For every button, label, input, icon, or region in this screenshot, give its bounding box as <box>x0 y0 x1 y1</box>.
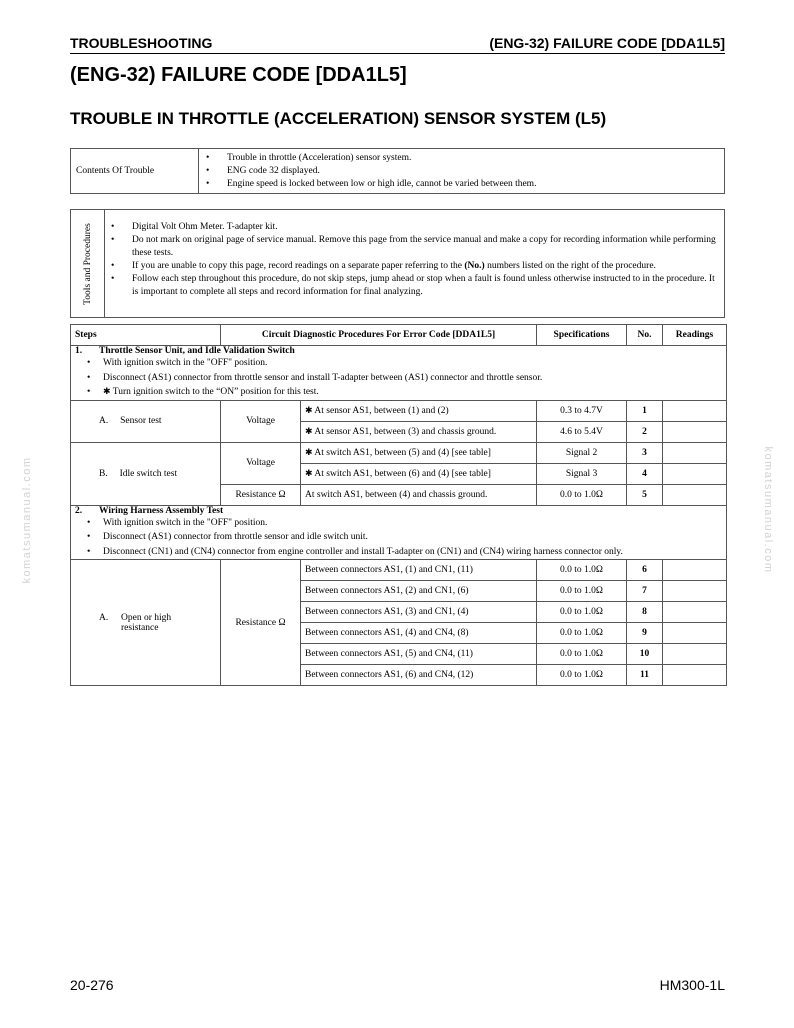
no-cell: 2 <box>627 421 663 442</box>
spec-cell: Signal 3 <box>537 463 627 484</box>
asterisk-icon: ✱ <box>305 447 313 458</box>
spec-cell: 0.0 to 1.0Ω <box>537 484 627 505</box>
header-no: No. <box>627 325 663 346</box>
no-cell: 9 <box>627 623 663 644</box>
step-letter: B. <box>99 468 108 479</box>
section-1-instructions <box>75 356 722 400</box>
section-heading <box>75 506 722 516</box>
header-section: TROUBLESHOOTING <box>70 35 213 51</box>
spec-cell: Signal 2 <box>537 442 627 463</box>
spec-cell: 0.0 to 1.0Ω <box>537 602 627 623</box>
reading-cell[interactable] <box>663 560 727 581</box>
spec-cell: 0.0 to 1.0Ω <box>537 623 627 644</box>
tools-label: Tools and Procedures <box>82 222 93 305</box>
diagnostic-table <box>70 324 727 686</box>
procedure-cell <box>301 400 537 421</box>
no-cell: 6 <box>627 560 663 581</box>
tools-label-cell <box>71 210 105 317</box>
model-number: HM300-1L <box>659 977 725 993</box>
procedure-cell <box>301 463 537 484</box>
reading-cell[interactable] <box>663 665 727 686</box>
spec-cell: 0.0 to 1.0Ω <box>537 644 627 665</box>
section-2-row <box>71 505 727 560</box>
page-number: 20-276 <box>70 977 114 993</box>
list-item: • Follow each step throughout this procedure, do not skip steps, jump ahead or stop when a fault is found unless otherwise instructed to in the procedure. It is important to complete all steps and record information for final analyzing. <box>104 273 718 299</box>
step-letter: A. <box>99 612 109 623</box>
section-2 <box>71 505 727 560</box>
procedure-cell: Between connectors AS1, (6) and CN4, (12) <box>301 665 537 686</box>
asterisk-icon: ✱ <box>103 387 111 397</box>
section-number: 1. <box>75 346 83 356</box>
spec-cell: 0.0 to 1.0Ω <box>537 581 627 602</box>
section-1 <box>71 346 727 401</box>
watermark-left: komatsumanual.com <box>21 456 33 584</box>
step-label: Open or high resistance <box>121 612 172 633</box>
header-readings: Readings <box>663 325 727 346</box>
asterisk-icon: ✱ <box>305 426 313 437</box>
no-cell: 1 <box>627 400 663 421</box>
measure-type: Voltage <box>221 442 301 484</box>
list-item: • ENG code 32 displayed. <box>199 165 724 178</box>
tools-procedures-box <box>70 209 725 318</box>
step-2a-content <box>99 613 216 633</box>
asterisk-icon: ✱ <box>305 468 313 479</box>
spec-cell: 0.3 to 4.7V <box>537 400 627 421</box>
list-item <box>75 385 722 400</box>
procedure-cell: Between connectors AS1, (1) and CN1, (11) <box>301 560 537 581</box>
no-cell: 3 <box>627 442 663 463</box>
step-label: Idle switch test <box>119 468 178 479</box>
contents-list <box>199 152 724 191</box>
no-cell: 10 <box>627 644 663 665</box>
spec-cell: 0.0 to 1.0Ω <box>537 665 627 686</box>
list-item: • Disconnect (AS1) connector from throttle sensor and install T-adapter between (AS1) connector and throttle sensor. <box>75 371 722 386</box>
section-heading <box>75 346 722 356</box>
list-item: • Engine speed is locked between low or high idle, cannot be varied between them. <box>199 178 724 191</box>
section-2-instructions <box>75 516 722 560</box>
contents-label: Contents Of Trouble <box>71 149 199 193</box>
list-item: • With ignition switch in the "OFF" position. <box>75 356 722 371</box>
step-label: Sensor test <box>120 416 162 426</box>
procedure-cell: Between connectors AS1, (3) and CN1, (4) <box>301 602 537 623</box>
procedure-cell <box>301 442 537 463</box>
watermark-right: komatsumanual.com <box>762 446 774 574</box>
reading-cell[interactable] <box>663 463 727 484</box>
header-procedures: Circuit Diagnostic Procedures For Error Code [DDA1L5] <box>221 325 537 346</box>
reading-cell[interactable] <box>663 484 727 505</box>
no-label: (No.) <box>464 261 485 271</box>
procedure-text: At switch AS1, between (6) and (4) [see table] <box>314 468 491 479</box>
reading-cell[interactable] <box>663 400 727 421</box>
header-code: (ENG-32) FAILURE CODE [DDA1L5] <box>489 35 725 51</box>
header-specifications: Specifications <box>537 325 627 346</box>
list-item: • Trouble in throttle (Acceleration) sensor system. <box>199 152 724 165</box>
no-cell: 5 <box>627 484 663 505</box>
tools-text: If you are unable to copy this page, record readings on a separate paper referring to the <box>132 261 462 271</box>
no-cell: 7 <box>627 581 663 602</box>
procedure-cell: Between connectors AS1, (4) and CN4, (8) <box>301 623 537 644</box>
reading-cell[interactable] <box>663 442 727 463</box>
page-title: (ENG-32) FAILURE CODE [DDA1L5] <box>70 64 407 86</box>
page-subtitle: TROUBLE IN THROTTLE (ACCELERATION) SENSOR SYSTEM (L5) <box>70 109 607 128</box>
section-title: Wiring Harness Assembly Test <box>99 505 224 516</box>
reading-cell[interactable] <box>663 644 727 665</box>
list-item: • Disconnect (AS1) connector from throttle sensor and idle switch unit. <box>75 530 722 545</box>
tools-text: numbers listed on the right of the procedure. <box>487 261 656 271</box>
header-steps: Steps <box>71 325 221 346</box>
measure-type: Voltage <box>221 400 301 442</box>
section-title: Throttle Sensor Unit, and Idle Validation Switch <box>99 346 295 356</box>
running-header <box>70 33 725 54</box>
tools-list <box>104 221 718 299</box>
spec-cell: 0.0 to 1.0Ω <box>537 560 627 581</box>
contents-of-trouble-box <box>70 148 725 194</box>
procedure-cell: Between connectors AS1, (2) and CN1, (6) <box>301 581 537 602</box>
table-row <box>71 400 727 421</box>
asterisk-icon: ✱ <box>305 405 313 416</box>
list-item <box>104 260 718 273</box>
procedure-cell: Between connectors AS1, (5) and CN4, (11) <box>301 644 537 665</box>
table-header-row <box>71 325 727 346</box>
no-cell: 4 <box>627 463 663 484</box>
step-letter: A. <box>99 416 109 426</box>
procedure-cell: At switch AS1, between (4) and chassis ground. <box>301 484 537 505</box>
reading-cell[interactable] <box>663 623 727 644</box>
procedure-text: At sensor AS1, between (1) and (2) <box>314 405 449 416</box>
no-cell: 8 <box>627 602 663 623</box>
list-item: • With ignition switch in the "OFF" position. <box>75 516 722 531</box>
procedure-text: At sensor AS1, between (3) and chassis ground. <box>314 426 497 437</box>
section-number: 2. <box>75 505 83 516</box>
procedure-text: At switch AS1, between (5) and (4) [see table] <box>314 447 491 458</box>
list-item: • Digital Volt Ohm Meter. T-adapter kit. <box>104 221 718 234</box>
step-a-cell <box>71 400 221 442</box>
list-item: • Do not mark on original page of service manual. Remove this page from the service manual and make a copy for recording information while performing these tests. <box>104 234 718 260</box>
reading-cell[interactable] <box>663 581 727 602</box>
table-row <box>71 442 727 463</box>
step-b-cell <box>71 442 221 505</box>
section-1-row <box>71 346 727 401</box>
reading-cell[interactable] <box>663 421 727 442</box>
step-2a-cell <box>71 560 221 686</box>
measure-type: Resistance Ω <box>221 560 301 686</box>
measure-type: Resistance Ω <box>221 484 301 505</box>
list-item: • Disconnect (CN1) and (CN4) connector from engine controller and install T-adapter on (CN1) and (CN4) wiring harness connector only. <box>75 545 722 560</box>
no-cell: 11 <box>627 665 663 686</box>
spec-cell: 4.6 to 5.4V <box>537 421 627 442</box>
instruction-text: Turn ignition switch to the “ON” position for this test. <box>112 387 319 397</box>
procedure-cell <box>301 421 537 442</box>
reading-cell[interactable] <box>663 602 727 623</box>
table-row <box>71 560 727 581</box>
